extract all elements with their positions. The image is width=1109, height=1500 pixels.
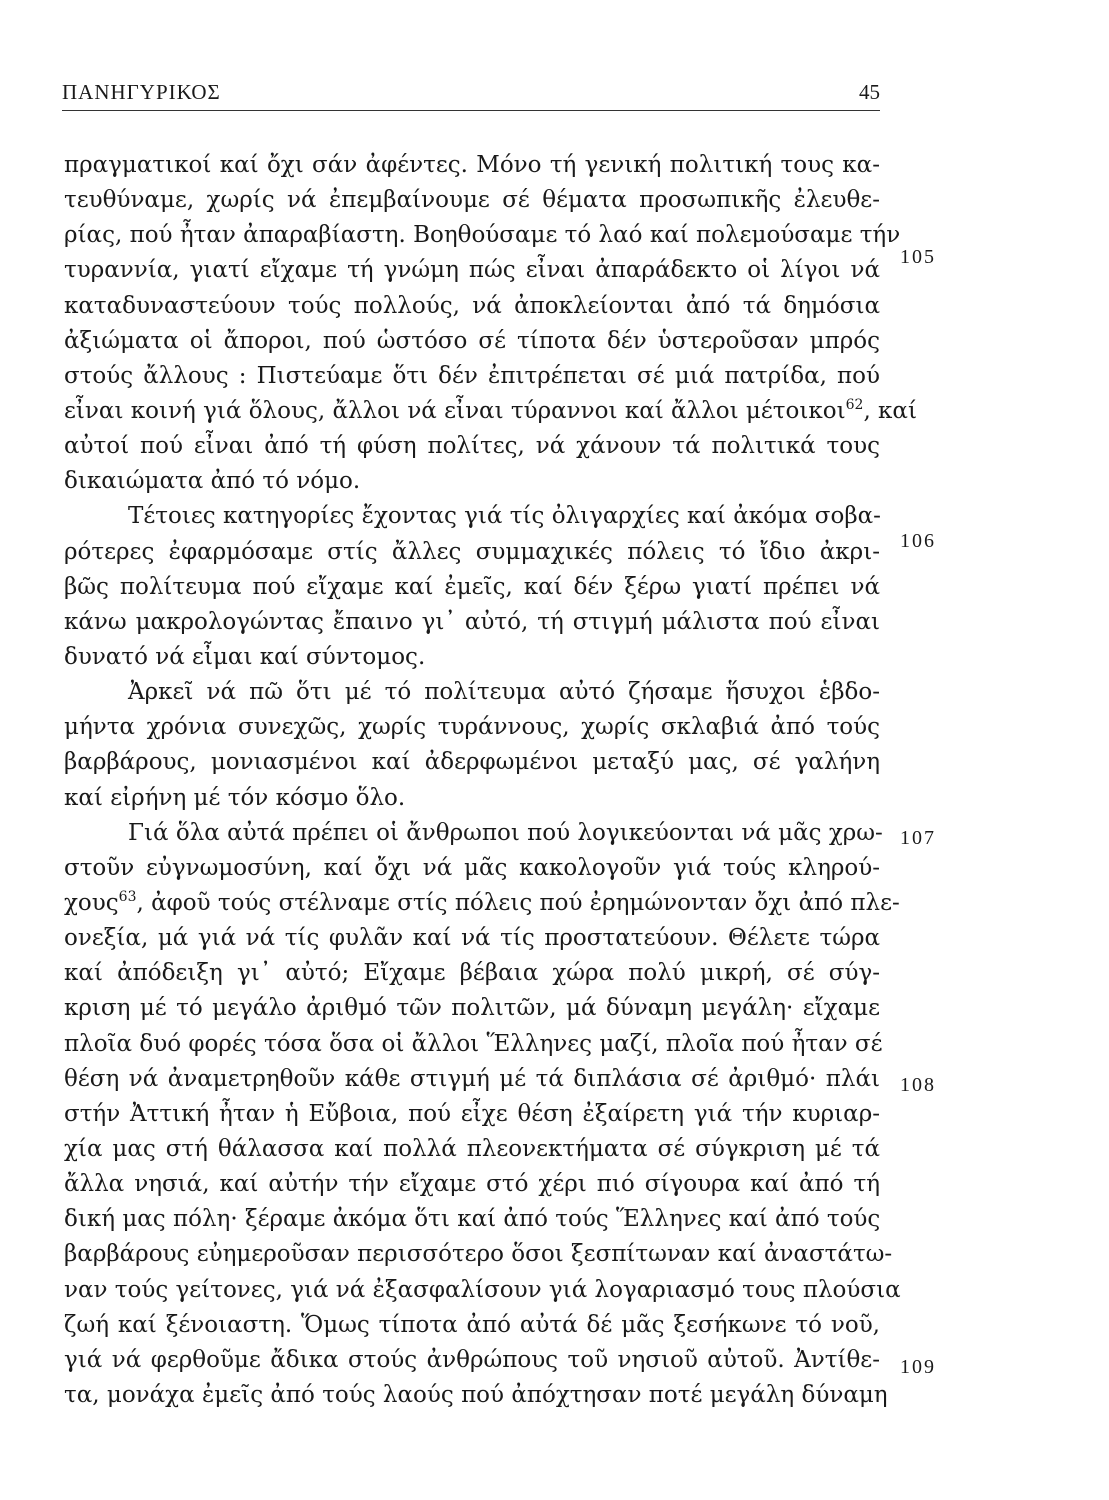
show-through-decoration [930, 405, 1090, 485]
text-line: στήν Ἀττική ἦταν ἡ Εὔβοια, πού εἶχε θέση ἐξαίρετη γιά τήν κυριαρ- [64, 1100, 880, 1127]
section-number: 105 [900, 246, 936, 268]
text-line: ἄλλα νησιά, καί αὐτήν τήν εἴχαμε στό χέρι πιό σίγουρα καί ἀπό τή [64, 1171, 880, 1198]
text-line: Τέτοιες κατηγορίες ἔχοντας γιά τίς ὀλιγαρχίες καί ἀκόμα σοβα- [128, 503, 881, 530]
text-line: πλοῖα δυό φορές τόσα ὅσα οἱ ἄλλοι Ἕλληνες μαζί, πλοῖα πού ἦταν σέ [64, 1030, 883, 1057]
text-line: δυνατό νά εἶμαι καί σύντομος. [64, 643, 426, 670]
text-segment: , καί [863, 397, 917, 424]
text-line: βαρβάρους εὐημεροῦσαν περισσότερο ὅσοι ξεσπίτωναν καί ἀναστάτω- [64, 1241, 893, 1268]
text-line: καί εἰρήνη μέ τόν κόσμο ὅλο. [64, 784, 406, 811]
running-title: ΠΑΝΗΓΥΡΙΚΟΣ [62, 80, 221, 104]
footnote-ref-62: 62 [845, 396, 864, 413]
text-segment: χους [64, 889, 119, 916]
section-number: 107 [900, 827, 936, 849]
body-text [64, 148, 917, 1413]
text-line: στοῦν εὐγνωμοσύνη, καί ὄχι νά μᾶς κακολογοῦν γιά τούς κληρού- [64, 854, 880, 881]
page-number: 45 [859, 80, 880, 104]
text-line: ἀξιώματα οἱ ἄποροι, πού ὡστόσο σέ τίποτα δέν ὑστεροῦσαν μπρός [64, 327, 880, 354]
text-line: ζωή καί ξένοιαστη. Ὅμως τίποτα ἀπό αὐτά δέ μᾶς ξεσήκωνε τό νοῦ, [64, 1311, 880, 1338]
text-line: κριση μέ τό μεγάλο ἀριθμό τῶν πολιτῶν, μά δύναμη μεγάλη· εἴχαμε [64, 995, 880, 1022]
text-segment: εἶναι κοινή γιά ὅλους, ἄλλοι νά εἶναι τύραννοι καί ἄλλοι μέτοικοι [64, 397, 846, 424]
text-line: τα, μονάχα ἐμεῖς ἀπό τούς λαούς πού ἀπόχτησαν ποτέ μεγάλη δύναμη [64, 1381, 888, 1408]
text-segment: , ἀφοῦ τούς στέλναμε στίς πόλεις πού ἐρημώνονταν ὄχι ἀπό πλε- [136, 889, 900, 916]
text-line: κάνω μακρολογώντας ἔπαινο γι᾽ αὐτό, τή στιγμή μάλιστα πού εἶναι [64, 608, 880, 635]
text-line [64, 886, 900, 921]
section-number: 108 [900, 1074, 936, 1096]
text-line: τευθύναμε, χωρίς νά ἐπεμβαίνουμε σέ θέματα προσωπικῆς ἐλευθε- [64, 187, 880, 214]
text-line: δικαιώματα ἀπό τό νόμο. [64, 468, 361, 495]
text-line: ονεξία, μά γιά νά τίς φυλᾶν καί νά τίς προστατεύουν. Θέλετε τώρα [64, 925, 880, 952]
text-line: χία μας στή θάλασσα καί πολλά πλεονεκτήματα σέ σύγκριση μέ τά [64, 1135, 880, 1162]
text-line: στούς ἄλλους : Πιστεύαμε ὅτι δέν ἐπιτρέπεται σέ μιά πατρίδα, πού [64, 362, 880, 389]
text-line: ρίας, πού ἦταν ἀπαραβίαστη. Βοηθούσαμε τό λαό καί πολεμούσαμε τήν [64, 222, 901, 249]
text-line: γιά νά φερθοῦμε ἄδικα στούς ἀνθρώπους τοῦ νησιοῦ αὐτοῦ. Ἀντίθε- [64, 1346, 880, 1373]
text-line [64, 394, 917, 429]
text-line: Ἀρκεῖ νά πῶ ὅτι μέ τό πολίτευμα αὐτό ζήσαμε ἥσυχοι ἑβδο- [128, 679, 880, 706]
text-line: καταδυναστεύουν τούς πολλούς, νά ἀποκλείονται ἀπό τά δημόσια [64, 292, 880, 319]
text-line: ναν τούς γείτονες, γιά νά ἐξασφαλίσουν γιά λογαριασμό τους πλούσια [64, 1276, 901, 1303]
text-line: δική μας πόλη· ξέραμε ἀκόμα ὅτι καί ἀπό τούς Ἕλληνες καί ἀπό τούς [64, 1206, 881, 1233]
text-line: θέση νά ἀναμετρηθοῦν κάθε στιγμή μέ τά διπλάσια σέ ἀριθμό· πλάι [64, 1065, 880, 1092]
text-line: Γιά ὅλα αὐτά πρέπει οἱ ἄνθρωποι πού λογικεύονται νά μᾶς χρω- [128, 819, 883, 846]
footnote-ref-63: 63 [118, 888, 137, 905]
text-line: βαρβάρους, μονιασμένοι καί ἀδερφωμένοι μεταξύ μας, σέ γαλήνη [64, 749, 880, 776]
text-line: μήντα χρόνια συνεχῶς, χωρίς τυράννους, χωρίς σκλαβιά ἀπό τούς [64, 714, 880, 741]
text-line: τυραννία, γιατί εἴχαμε τή γνώμη πώς εἶναι ἀπαράδεκτο οἱ λίγοι νά [64, 257, 880, 284]
text-line: ρότερες ἐφαρμόσαμε στίς ἄλλες συμμαχικές πόλεις τό ἴδιο ἀκρι- [64, 538, 880, 565]
text-line: πραγματικοί καί ὄχι σάν ἀφέντες. Μόνο τή γενική πολιτική τους κα- [64, 152, 880, 178]
section-number: 109 [900, 1356, 936, 1378]
text-line: βῶς πολίτευμα πού εἴχαμε καί ἐμεῖς, καί δέν ξέρω γιατί πρέπει νά [64, 573, 880, 600]
section-number: 106 [900, 530, 936, 552]
text-line: καί ἀπόδειξη γι᾽ αὐτό; Εἴχαμε βέβαια χώρα πολύ μικρή, σέ σύγ- [64, 960, 880, 987]
text-line: αὐτοί πού εἶναι ἀπό τή φύση πολίτες, νά χάνουν τά πολιτικά τους [64, 433, 880, 460]
running-head [62, 80, 880, 111]
